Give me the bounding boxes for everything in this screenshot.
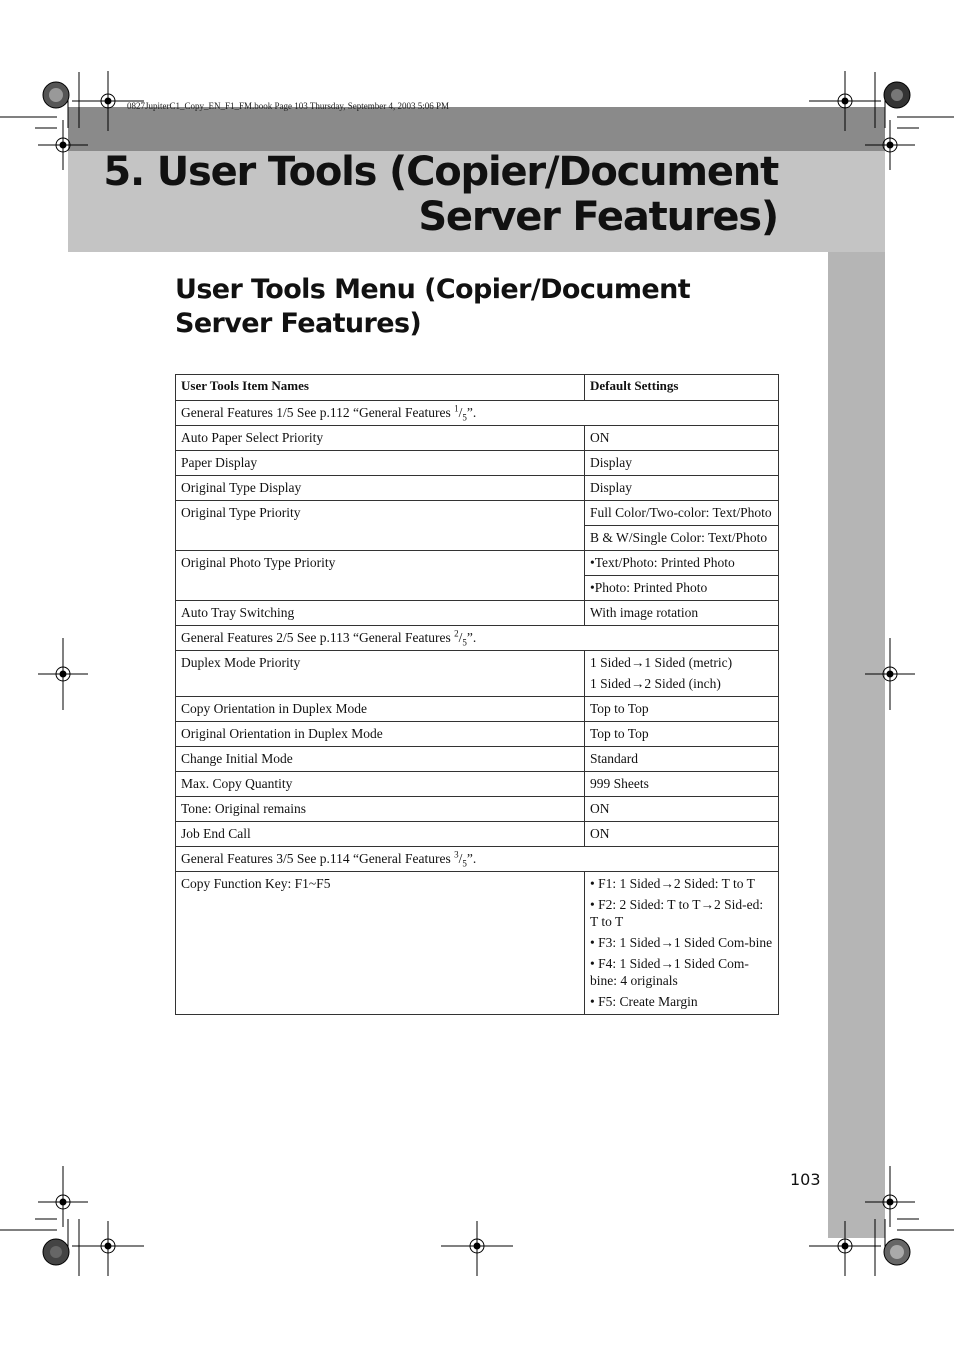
item-name: Max. Copy Quantity [176, 772, 585, 797]
item-name: Duplex Mode Priority [176, 651, 585, 697]
item-value: •Text/Photo: Printed Photo [585, 551, 779, 576]
page-number: 103 [790, 1170, 821, 1189]
item-value: Display [585, 451, 779, 476]
group-row [176, 847, 779, 872]
table-row [176, 476, 779, 501]
item-name: Original Type Display [176, 476, 585, 501]
group-row [176, 626, 779, 651]
table-row [176, 651, 779, 697]
bullet-item: • F5: Create Margin [590, 994, 698, 1009]
item-value: Standard [585, 747, 779, 772]
table-row [176, 772, 779, 797]
bullet-item: • F2: 2 Sided: T to T→2 Sid-ed: T to T [590, 897, 764, 929]
table-row [176, 872, 779, 1015]
item-name: Original Orientation in Duplex Mode [176, 722, 585, 747]
user-tools-table [175, 374, 779, 1015]
item-name: Change Initial Mode [176, 747, 585, 772]
item-name: Copy Orientation in Duplex Mode [176, 697, 585, 722]
table-row [176, 451, 779, 476]
table-row [176, 722, 779, 747]
item-name: Tone: Original remains [176, 797, 585, 822]
item-name: Auto Paper Select Priority [176, 426, 585, 451]
table-row [176, 426, 779, 451]
group-row [176, 401, 779, 426]
item-value: Full Color/Two-color: Text/Photo [585, 501, 779, 526]
item-value: Display [585, 476, 779, 501]
section-title-line: User Tools Menu (Copier/Document [175, 274, 691, 305]
item-value [585, 872, 779, 1015]
item-value: Top to Top [585, 697, 779, 722]
chapter-title-line: Server Features) [418, 194, 778, 240]
chapter-title-line: 5. User Tools (Copier/Document [103, 149, 778, 195]
item-value: With image rotation [585, 601, 779, 626]
section-title-line: Server Features) [175, 308, 422, 339]
bullet-item: • F1: 1 Sided→2 Sided: T to T [590, 876, 755, 891]
item-value: ON [585, 797, 779, 822]
item-name: Original Photo Type Priority [176, 551, 585, 601]
bullet-item: • F4: 1 Sided→1 Sided Com-bine: 4 originals [590, 956, 749, 988]
item-value: ON [585, 822, 779, 847]
item-value: Top to Top [585, 722, 779, 747]
value-line: 1 Sided→2 Sided (inch) [590, 676, 721, 691]
group-heading: General Features 1/5 See p.112 “General Features $^1/_5$”. [176, 401, 779, 426]
item-value: B & W/Single Color: Text/Photo [585, 526, 779, 551]
file-header: 0827JupiterC1_Copy_EN_F1_FM.book Page 103 Thursday, September 4, 2003 5:06 PM [127, 101, 449, 111]
table-row [176, 747, 779, 772]
item-name: Job End Call [176, 822, 585, 847]
group-heading: General Features 2/5 See p.113 “General Features $^2/_5$”. [176, 626, 779, 651]
table-row [176, 797, 779, 822]
table-row [176, 697, 779, 722]
table-row [176, 822, 779, 847]
header-default-settings: Default Settings [585, 375, 779, 401]
table-row [176, 601, 779, 626]
item-name: Copy Function Key: F1~F5 [176, 872, 585, 1015]
item-name: Paper Display [176, 451, 585, 476]
table-header-row [176, 375, 779, 401]
group-heading: General Features 3/5 See p.114 “General Features $^3/_5$”. [176, 847, 779, 872]
section-title [175, 273, 775, 341]
table-row [176, 551, 779, 576]
item-name: Auto Tray Switching [176, 601, 585, 626]
item-name: Original Type Priority [176, 501, 585, 551]
item-value [585, 651, 779, 697]
table-row [176, 501, 779, 526]
header-item-names: User Tools Item Names [176, 375, 585, 401]
chapter-title [78, 150, 778, 240]
bullet-item: • F3: 1 Sided→1 Sided Com-bine [590, 935, 773, 950]
value-line: 1 Sided→1 Sided (metric) [590, 655, 733, 670]
item-value: 999 Sheets [585, 772, 779, 797]
item-value: ON [585, 426, 779, 451]
item-value: •Photo: Printed Photo [585, 576, 779, 601]
